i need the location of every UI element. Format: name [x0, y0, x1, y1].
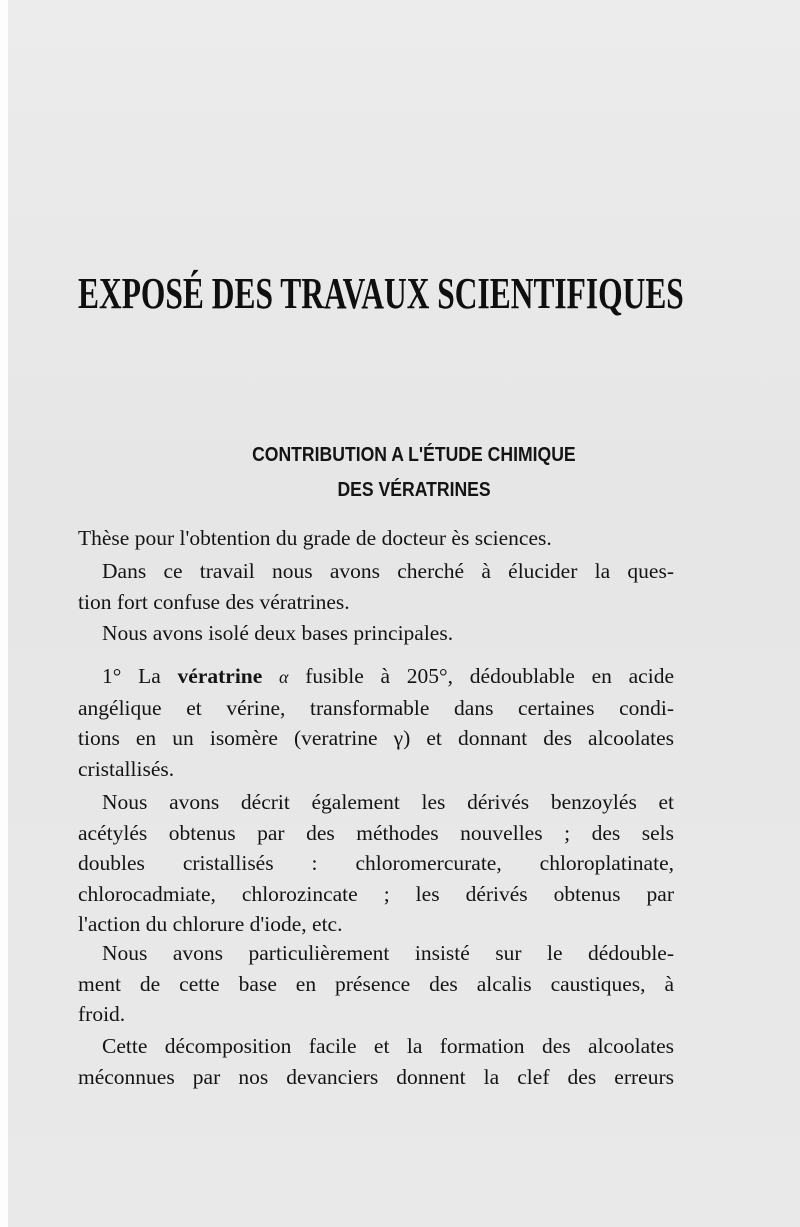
paragraph-line: chlorocadmiate, chlorozincate ; les dérivés obtenus par [78, 881, 674, 906]
section-title-line1-text: CONTRIBUTION A L'ÉTUDE CHIMIQUE [252, 444, 576, 466]
paragraph-line: Nous avons particulièrement insisté sur le dédouble- [102, 941, 674, 965]
paragraph-decomposition [78, 1031, 674, 1092]
paragraph-line: Dans ce travail nous avons cherché à élucider la ques- [102, 559, 674, 583]
paragraph-line: froid. [78, 1002, 126, 1026]
paragraph-line: Nous avons décrit également les dérivés benzoylés et [102, 790, 674, 814]
paragraph-line: acétylés obtenus par des méthodes nouvelles ; des sels [78, 820, 674, 845]
paragraph-line: tions en un isomère (veratrine γ) et donnant des alcoolates [78, 726, 674, 750]
text-fragment: 1° La [102, 664, 161, 688]
paragraph-line: tion fort confuse des vératrines. [78, 589, 350, 614]
text-fragment: fusible à 205°, dédoublable en acide [305, 664, 674, 688]
paragraph-line: Cette décomposition facile et la formation des alcoolates [102, 1034, 674, 1058]
paragraph-work [78, 556, 674, 617]
main-title-text: EXPOSÉ DES TRAVAUX SCIENTIFIQUES [78, 269, 684, 318]
main-title [78, 269, 684, 318]
paragraph-splitting [78, 938, 674, 1030]
alpha-symbol: α [279, 667, 289, 687]
section-title-line1 [0, 442, 800, 468]
paragraph-derivatives [78, 787, 674, 940]
section-title-line2-text: DES VÉRATRINES [337, 479, 491, 501]
paragraph-line: méconnues par nos devanciers donnent la clef des erreurs [78, 1064, 674, 1089]
paragraph-line [78, 661, 674, 693]
paragraph-veratrine-alpha [78, 661, 674, 784]
section-title-line2 [0, 477, 800, 503]
paragraph-line: cristallisés. [78, 756, 175, 781]
paragraph-line: doubles cristallisés : chloromercurate, chloroplatinate, [78, 851, 674, 875]
page-edge [0, 0, 8, 1227]
paragraph-line: Thèse pour l'obtention du grade de docteur ès sciences. [78, 526, 552, 550]
paragraph-line: Nous avons isolé deux bases principales. [102, 621, 454, 645]
bold-term: vératrine [177, 664, 263, 688]
paragraph-thesis [78, 523, 674, 554]
paragraph-line: angélique et vérine, transformable dans certaines condi- [78, 695, 674, 720]
paragraph-line: ment de cette base en présence des alcalis caustiques, à [78, 971, 674, 996]
paragraph-line: l'action du chlorure d'iode, etc. [78, 912, 343, 936]
paragraph-bases [78, 618, 674, 649]
